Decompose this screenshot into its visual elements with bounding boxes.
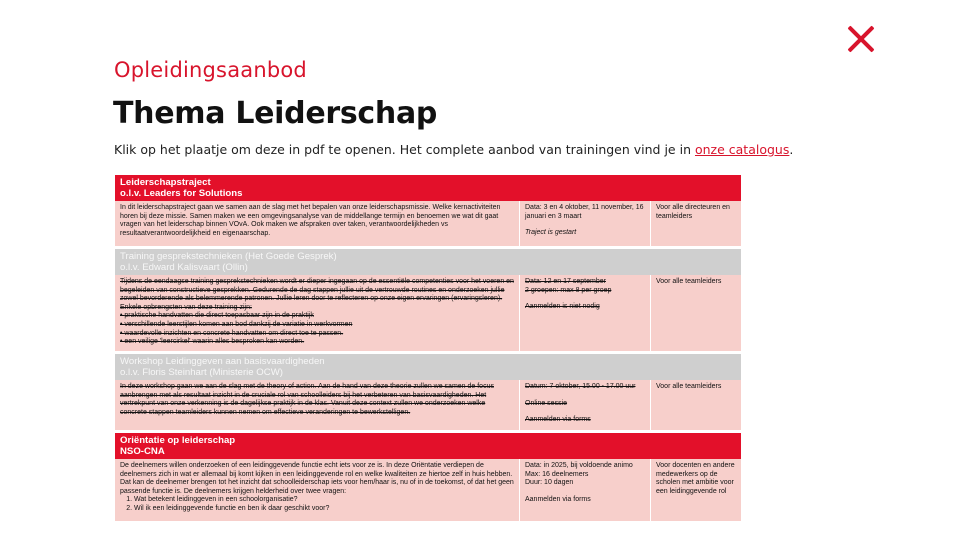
description: De deelnemers willen onderzoeken of een leidinggevende functie echt iets voor ze is. In deze Oriëntatie verdiepen de deelnemers zich in wat er allemaal bij komt kijken in een leidinggevende rol en welke kwaliteiten ze hiertoe zelf in huis hebben. Dat kan de deelnemer brengen tot het inzicht dat schoolleiderschap iets voor hem/haar is, nu of in de toekomst, of dat het geen passende functie is. De deelnemers krijgen helderheid over twee vragen: 1. Wat betekent leidinggeven in een schoolorganisatie? 2. Wil ik een leidinggevende functie en ben ik daar geschikt voor? [115, 459, 520, 521]
section-row [115, 201, 741, 246]
list-item: • verschillende leerstijlen komen aan bod dankzij de variatie in werkvormen [120, 321, 514, 330]
section-title: Training gesprekstechnieken (Het Goede Gesprek) [120, 251, 337, 262]
section-title: Leiderschapstraject [120, 177, 211, 188]
section-subtitle: o.l.v. Edward Kalisvaart (Ollin) [120, 262, 248, 273]
list-item: • een veilige 'leercirkel' waarin alles besproken kan worden. [120, 338, 514, 347]
close-icon[interactable] [846, 24, 876, 54]
section-subtitle: o.l.v. Leaders for Solutions [120, 188, 243, 199]
section-row [115, 380, 741, 430]
section-row [115, 275, 741, 351]
list-item: 2. Wil ik een leidinggevende functie en ben ik daar geschikt voor? [134, 505, 514, 514]
intro-text: Klik op het plaatje om deze in pdf te openen. Het complete aanbod van trainingen vind je in onze catalogus. [114, 142, 794, 157]
audience: Voor docenten en andere medewerkers op de scholen met ambitie voor een leidinggevende rol [656, 462, 735, 495]
section-header [115, 433, 741, 459]
dates: Data: 12 en 17 september 2 groepen: max 8 per groep Aanmelden is niet nodig [520, 275, 651, 351]
section-title: Oriëntatie op leiderschap [120, 435, 236, 446]
audience: Voor alle teamleiders [656, 383, 722, 390]
audience: Voor alle directeuren en teamleiders [656, 204, 730, 220]
section-header [115, 175, 741, 201]
section-subtitle: NSO-CNA [120, 446, 165, 457]
catalogus-link[interactable]: onze catalogus [694, 142, 790, 157]
dates: Data: in 2025, bij voldoende animo Max: 16 deelnemers Duur: 10 dagen Aanmelden via forms [520, 459, 651, 521]
description: Tijdens de eendaagse training gesprekstechnieken wordt er dieper ingegaan op de essentiële competenties voor het voeren en begeleiden van constructieve gesprekken. Gedurende de dag stappen jullie uit de vertrouwde routines en onderzoeken jullie zowel bevorderende als belemmerende patronen. Jullie leren door te reflecteren op onze eigen ervaringen (ervaringsleren). Enkele opbrengsten van deze training zijn: • praktische handvatten die direct toepasbaar zijn in de praktijk • verschillende leerstijlen komen aan bod dankzij de variatie in werkvormen • waardevolle inzichten en concrete handvatten om direct toe te passen. • een veilige 'leercirkel' waarin alles besproken kan worden. [115, 275, 520, 351]
section-subtitle: o.l.v. Floris Steinhart (Ministerie OCW) [120, 367, 283, 378]
audience: Voor alle teamleiders [656, 278, 722, 285]
list-item: • praktische handvatten die direct toepasbaar zijn in de praktijk [120, 312, 514, 321]
list-item: 1. Wat betekent leidinggeven in een schoolorganisatie? [134, 496, 514, 505]
section-title: Workshop Leidinggeven aan basisvaardigheden [120, 356, 325, 367]
description: In dit leiderschapstraject gaan we samen aan de slag met het bepalen van onze leiderschapsmissie. Welke kernactiviteiten horen bij deze missie. Samen maken we een omgevingsanalyse van de middellange termijn en benoemen we wat dit gaat vragen van het leiderschap binnen VOvA. Ook maken we afspraken over taken, verantwoordelijkheden vs resultaatverantwoordelijkheid en eigenaarschap. [115, 201, 520, 246]
list-item: • waardevolle inzichten en concrete handvatten om direct toe te passen. [120, 330, 514, 339]
section-header [115, 249, 741, 275]
section-header [115, 354, 741, 380]
dates: Datum: 7 oktober, 15.00 - 17.00 uur Online sessie Aanmelden via forms [520, 380, 651, 430]
dates: Data: 3 en 4 oktober, 11 november, 16 januari en 3 maart Traject is gestart [520, 201, 651, 246]
pdf-thumbnail[interactable] [115, 175, 741, 524]
description: In deze workshop gaan we aan de slag met de theory of action. Aan de hand van deze theorie zullen we samen de focus aanbrengen met als resultaat inzicht in de cruciale rol van schoolleiders bij het verbeteren van basisvaardigheden. Het vertrekpunt van onze verkenning is de dagelijkse praktijk in de klas. Vanuit deze context zullen we onderzoeken welke concrete stappen teamleiders kunnen nemen om effectieve veranderingen te bewerkstelligen. [115, 380, 520, 430]
section-kicker: Opleidingsaanbod [114, 58, 307, 82]
page-title: Thema Leiderschap [113, 96, 438, 131]
section-row [115, 459, 741, 521]
